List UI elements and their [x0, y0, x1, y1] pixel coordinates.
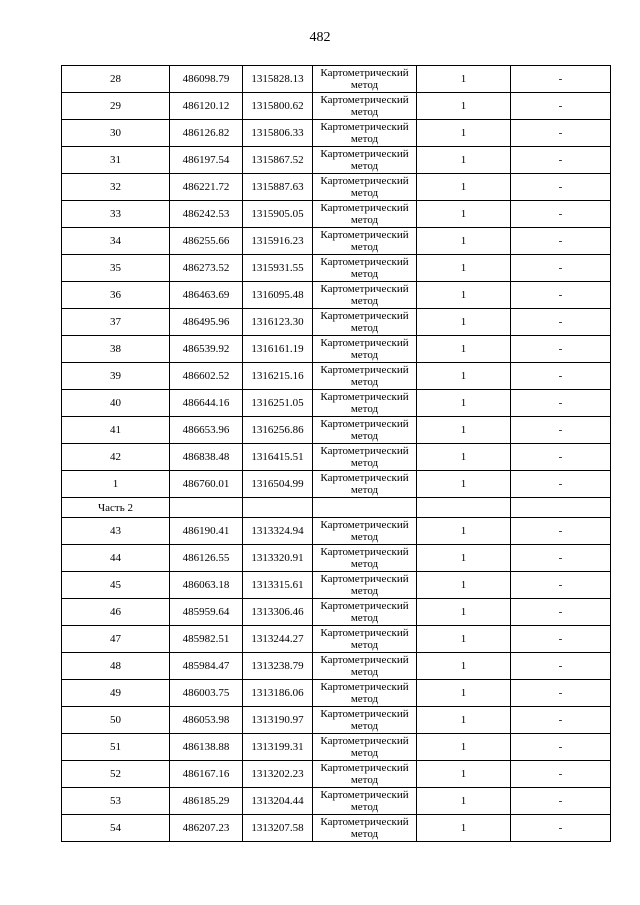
table-row: [62, 545, 611, 572]
x-coordinate-cell: 486126.55: [170, 545, 243, 572]
method-cell: Картометрический метод: [313, 599, 417, 626]
method-cell: Картометрический метод: [313, 572, 417, 599]
x-coordinate-cell: 486120.12: [170, 93, 243, 120]
description-cell: -: [511, 599, 611, 626]
x-coordinate-cell: 486242.53: [170, 201, 243, 228]
table-row: [62, 572, 611, 599]
point-number-cell: 44: [62, 545, 170, 572]
accuracy-cell: 1: [417, 545, 511, 572]
x-coordinate-cell: 486190.41: [170, 518, 243, 545]
y-coordinate-cell: 1313204.44: [243, 788, 313, 815]
point-number-cell: 30: [62, 120, 170, 147]
method-cell: Картометрический метод: [313, 309, 417, 336]
y-coordinate-cell: 1313244.27: [243, 626, 313, 653]
y-coordinate-cell: 1316504.99: [243, 471, 313, 498]
y-coordinate-cell: 1316095.48: [243, 282, 313, 309]
y-coordinate-cell: 1316415.51: [243, 444, 313, 471]
table-row: [62, 120, 611, 147]
accuracy-cell: 1: [417, 788, 511, 815]
accuracy-cell: 1: [417, 363, 511, 390]
method-cell: Картометрический метод: [313, 680, 417, 707]
method-cell: Картометрический метод: [313, 255, 417, 282]
y-coordinate-cell: 1313207.58: [243, 815, 313, 842]
table-row: [62, 761, 611, 788]
method-cell: Картометрический метод: [313, 653, 417, 680]
x-coordinate-cell: 485959.64: [170, 599, 243, 626]
y-coordinate-cell: 1313238.79: [243, 653, 313, 680]
table-row: [62, 417, 611, 444]
accuracy-cell: 1: [417, 93, 511, 120]
table-row: [62, 255, 611, 282]
table-row: [62, 680, 611, 707]
x-coordinate-cell: 486495.96: [170, 309, 243, 336]
accuracy-cell: 1: [417, 815, 511, 842]
description-cell: -: [511, 363, 611, 390]
x-coordinate-cell: 486197.54: [170, 147, 243, 174]
x-coordinate-cell: 486602.52: [170, 363, 243, 390]
y-coordinate-cell: 1316251.05: [243, 390, 313, 417]
x-coordinate-cell: 486838.48: [170, 444, 243, 471]
point-number-cell: 52: [62, 761, 170, 788]
point-number-cell: 37: [62, 309, 170, 336]
table-row: [62, 201, 611, 228]
description-cell: -: [511, 282, 611, 309]
description-cell: -: [511, 147, 611, 174]
method-cell: Картометрический метод: [313, 444, 417, 471]
point-number-cell: 43: [62, 518, 170, 545]
table-row: [62, 788, 611, 815]
description-cell: -: [511, 66, 611, 93]
y-coordinate-cell: 1316256.86: [243, 417, 313, 444]
point-number-cell: 32: [62, 174, 170, 201]
y-coordinate-cell: 1316215.16: [243, 363, 313, 390]
description-cell: -: [511, 417, 611, 444]
accuracy-cell: 1: [417, 626, 511, 653]
point-number-cell: 40: [62, 390, 170, 417]
accuracy-cell: 1: [417, 336, 511, 363]
y-coordinate-cell: 1315867.52: [243, 147, 313, 174]
x-coordinate-cell: 486185.29: [170, 788, 243, 815]
y-coordinate-cell: 1316161.19: [243, 336, 313, 363]
point-number-cell: 28: [62, 66, 170, 93]
y-coordinate-cell: 1313306.46: [243, 599, 313, 626]
point-number-cell: 48: [62, 653, 170, 680]
accuracy-cell: 1: [417, 390, 511, 417]
empty-cell: [243, 498, 313, 518]
point-number-cell: 41: [62, 417, 170, 444]
table-row: [62, 93, 611, 120]
method-cell: Картометрический метод: [313, 201, 417, 228]
method-cell: Картометрический метод: [313, 626, 417, 653]
y-coordinate-cell: 1315931.55: [243, 255, 313, 282]
point-number-cell: 53: [62, 788, 170, 815]
table-row: [62, 707, 611, 734]
method-cell: Картометрический метод: [313, 66, 417, 93]
accuracy-cell: 1: [417, 761, 511, 788]
empty-cell: [313, 498, 417, 518]
x-coordinate-cell: 485982.51: [170, 626, 243, 653]
table-row: [62, 734, 611, 761]
accuracy-cell: 1: [417, 707, 511, 734]
y-coordinate-cell: 1313186.06: [243, 680, 313, 707]
method-cell: Картометрический метод: [313, 363, 417, 390]
y-coordinate-cell: 1315828.13: [243, 66, 313, 93]
description-cell: -: [511, 309, 611, 336]
description-cell: -: [511, 255, 611, 282]
method-cell: Картометрический метод: [313, 282, 417, 309]
table-row: [62, 471, 611, 498]
empty-cell: [170, 498, 243, 518]
y-coordinate-cell: 1315916.23: [243, 228, 313, 255]
table-row: [62, 444, 611, 471]
point-number-cell: 35: [62, 255, 170, 282]
accuracy-cell: 1: [417, 471, 511, 498]
point-number-cell: 33: [62, 201, 170, 228]
x-coordinate-cell: 486221.72: [170, 174, 243, 201]
method-cell: Картометрический метод: [313, 228, 417, 255]
method-cell: Картометрический метод: [313, 815, 417, 842]
method-cell: Картометрический метод: [313, 707, 417, 734]
description-cell: -: [511, 788, 611, 815]
accuracy-cell: 1: [417, 201, 511, 228]
x-coordinate-cell: 486063.18: [170, 572, 243, 599]
point-number-cell: 54: [62, 815, 170, 842]
x-coordinate-cell: 486053.98: [170, 707, 243, 734]
y-coordinate-cell: 1313320.91: [243, 545, 313, 572]
x-coordinate-cell: 486167.16: [170, 761, 243, 788]
accuracy-cell: 1: [417, 120, 511, 147]
x-coordinate-cell: 486207.23: [170, 815, 243, 842]
coordinates-table-body: [62, 66, 611, 842]
point-number-cell: 51: [62, 734, 170, 761]
table-row: [62, 653, 611, 680]
description-cell: -: [511, 390, 611, 417]
point-number-cell: 29: [62, 93, 170, 120]
description-cell: -: [511, 93, 611, 120]
accuracy-cell: 1: [417, 572, 511, 599]
table-row: [62, 599, 611, 626]
description-cell: -: [511, 761, 611, 788]
accuracy-cell: 1: [417, 282, 511, 309]
table-row: [62, 282, 611, 309]
description-cell: -: [511, 572, 611, 599]
table-row: [62, 309, 611, 336]
description-cell: -: [511, 734, 611, 761]
y-coordinate-cell: 1315800.62: [243, 93, 313, 120]
x-coordinate-cell: 486539.92: [170, 336, 243, 363]
point-number-cell: 31: [62, 147, 170, 174]
y-coordinate-cell: 1316123.30: [243, 309, 313, 336]
x-coordinate-cell: 486760.01: [170, 471, 243, 498]
point-number-cell: 38: [62, 336, 170, 363]
accuracy-cell: 1: [417, 599, 511, 626]
x-coordinate-cell: 486003.75: [170, 680, 243, 707]
table-row: [62, 518, 611, 545]
y-coordinate-cell: 1315905.05: [243, 201, 313, 228]
table-row: [62, 363, 611, 390]
point-number-cell: 45: [62, 572, 170, 599]
x-coordinate-cell: 486138.88: [170, 734, 243, 761]
x-coordinate-cell: 486463.69: [170, 282, 243, 309]
accuracy-cell: 1: [417, 66, 511, 93]
table-row: [62, 336, 611, 363]
point-number-cell: 34: [62, 228, 170, 255]
accuracy-cell: 1: [417, 680, 511, 707]
y-coordinate-cell: 1315887.63: [243, 174, 313, 201]
accuracy-cell: 1: [417, 518, 511, 545]
accuracy-cell: 1: [417, 653, 511, 680]
method-cell: Картометрический метод: [313, 761, 417, 788]
coordinates-table: [61, 65, 611, 842]
accuracy-cell: 1: [417, 147, 511, 174]
accuracy-cell: 1: [417, 417, 511, 444]
point-number-cell: 42: [62, 444, 170, 471]
method-cell: Картометрический метод: [313, 788, 417, 815]
description-cell: -: [511, 444, 611, 471]
point-number-cell: 46: [62, 599, 170, 626]
description-cell: -: [511, 626, 611, 653]
description-cell: -: [511, 174, 611, 201]
section-label: Часть 2: [62, 498, 170, 518]
x-coordinate-cell: 486644.16: [170, 390, 243, 417]
y-coordinate-cell: 1313315.61: [243, 572, 313, 599]
accuracy-cell: 1: [417, 228, 511, 255]
x-coordinate-cell: 486098.79: [170, 66, 243, 93]
y-coordinate-cell: 1313202.23: [243, 761, 313, 788]
description-cell: -: [511, 707, 611, 734]
y-coordinate-cell: 1315806.33: [243, 120, 313, 147]
table-row: [62, 66, 611, 93]
accuracy-cell: 1: [417, 309, 511, 336]
description-cell: -: [511, 120, 611, 147]
point-number-cell: 47: [62, 626, 170, 653]
method-cell: Картометрический метод: [313, 147, 417, 174]
point-number-cell: 39: [62, 363, 170, 390]
method-cell: Картометрический метод: [313, 545, 417, 572]
description-cell: -: [511, 680, 611, 707]
method-cell: Картометрический метод: [313, 518, 417, 545]
accuracy-cell: 1: [417, 174, 511, 201]
description-cell: -: [511, 653, 611, 680]
table-row: [62, 228, 611, 255]
method-cell: Картометрический метод: [313, 93, 417, 120]
y-coordinate-cell: 1313190.97: [243, 707, 313, 734]
table-row: [62, 174, 611, 201]
table-row: [62, 815, 611, 842]
method-cell: Картометрический метод: [313, 417, 417, 444]
table-row: [62, 147, 611, 174]
x-coordinate-cell: 486126.82: [170, 120, 243, 147]
x-coordinate-cell: 486255.66: [170, 228, 243, 255]
description-cell: -: [511, 228, 611, 255]
section-row: [62, 498, 611, 518]
method-cell: Картометрический метод: [313, 471, 417, 498]
point-number-cell: 49: [62, 680, 170, 707]
description-cell: -: [511, 471, 611, 498]
accuracy-cell: 1: [417, 734, 511, 761]
accuracy-cell: 1: [417, 255, 511, 282]
description-cell: -: [511, 336, 611, 363]
accuracy-cell: 1: [417, 444, 511, 471]
x-coordinate-cell: 486653.96: [170, 417, 243, 444]
empty-cell: [511, 498, 611, 518]
method-cell: Картометрический метод: [313, 390, 417, 417]
description-cell: -: [511, 518, 611, 545]
y-coordinate-cell: 1313324.94: [243, 518, 313, 545]
method-cell: Картометрический метод: [313, 120, 417, 147]
table-row: [62, 626, 611, 653]
method-cell: Картометрический метод: [313, 734, 417, 761]
empty-cell: [417, 498, 511, 518]
description-cell: -: [511, 201, 611, 228]
point-number-cell: 36: [62, 282, 170, 309]
table-row: [62, 390, 611, 417]
description-cell: -: [511, 545, 611, 572]
x-coordinate-cell: 486273.52: [170, 255, 243, 282]
point-number-cell: 50: [62, 707, 170, 734]
description-cell: -: [511, 815, 611, 842]
x-coordinate-cell: 485984.47: [170, 653, 243, 680]
page-number: 482: [309, 30, 331, 45]
method-cell: Картометрический метод: [313, 336, 417, 363]
point-number-cell: 1: [62, 471, 170, 498]
method-cell: Картометрический метод: [313, 174, 417, 201]
y-coordinate-cell: 1313199.31: [243, 734, 313, 761]
